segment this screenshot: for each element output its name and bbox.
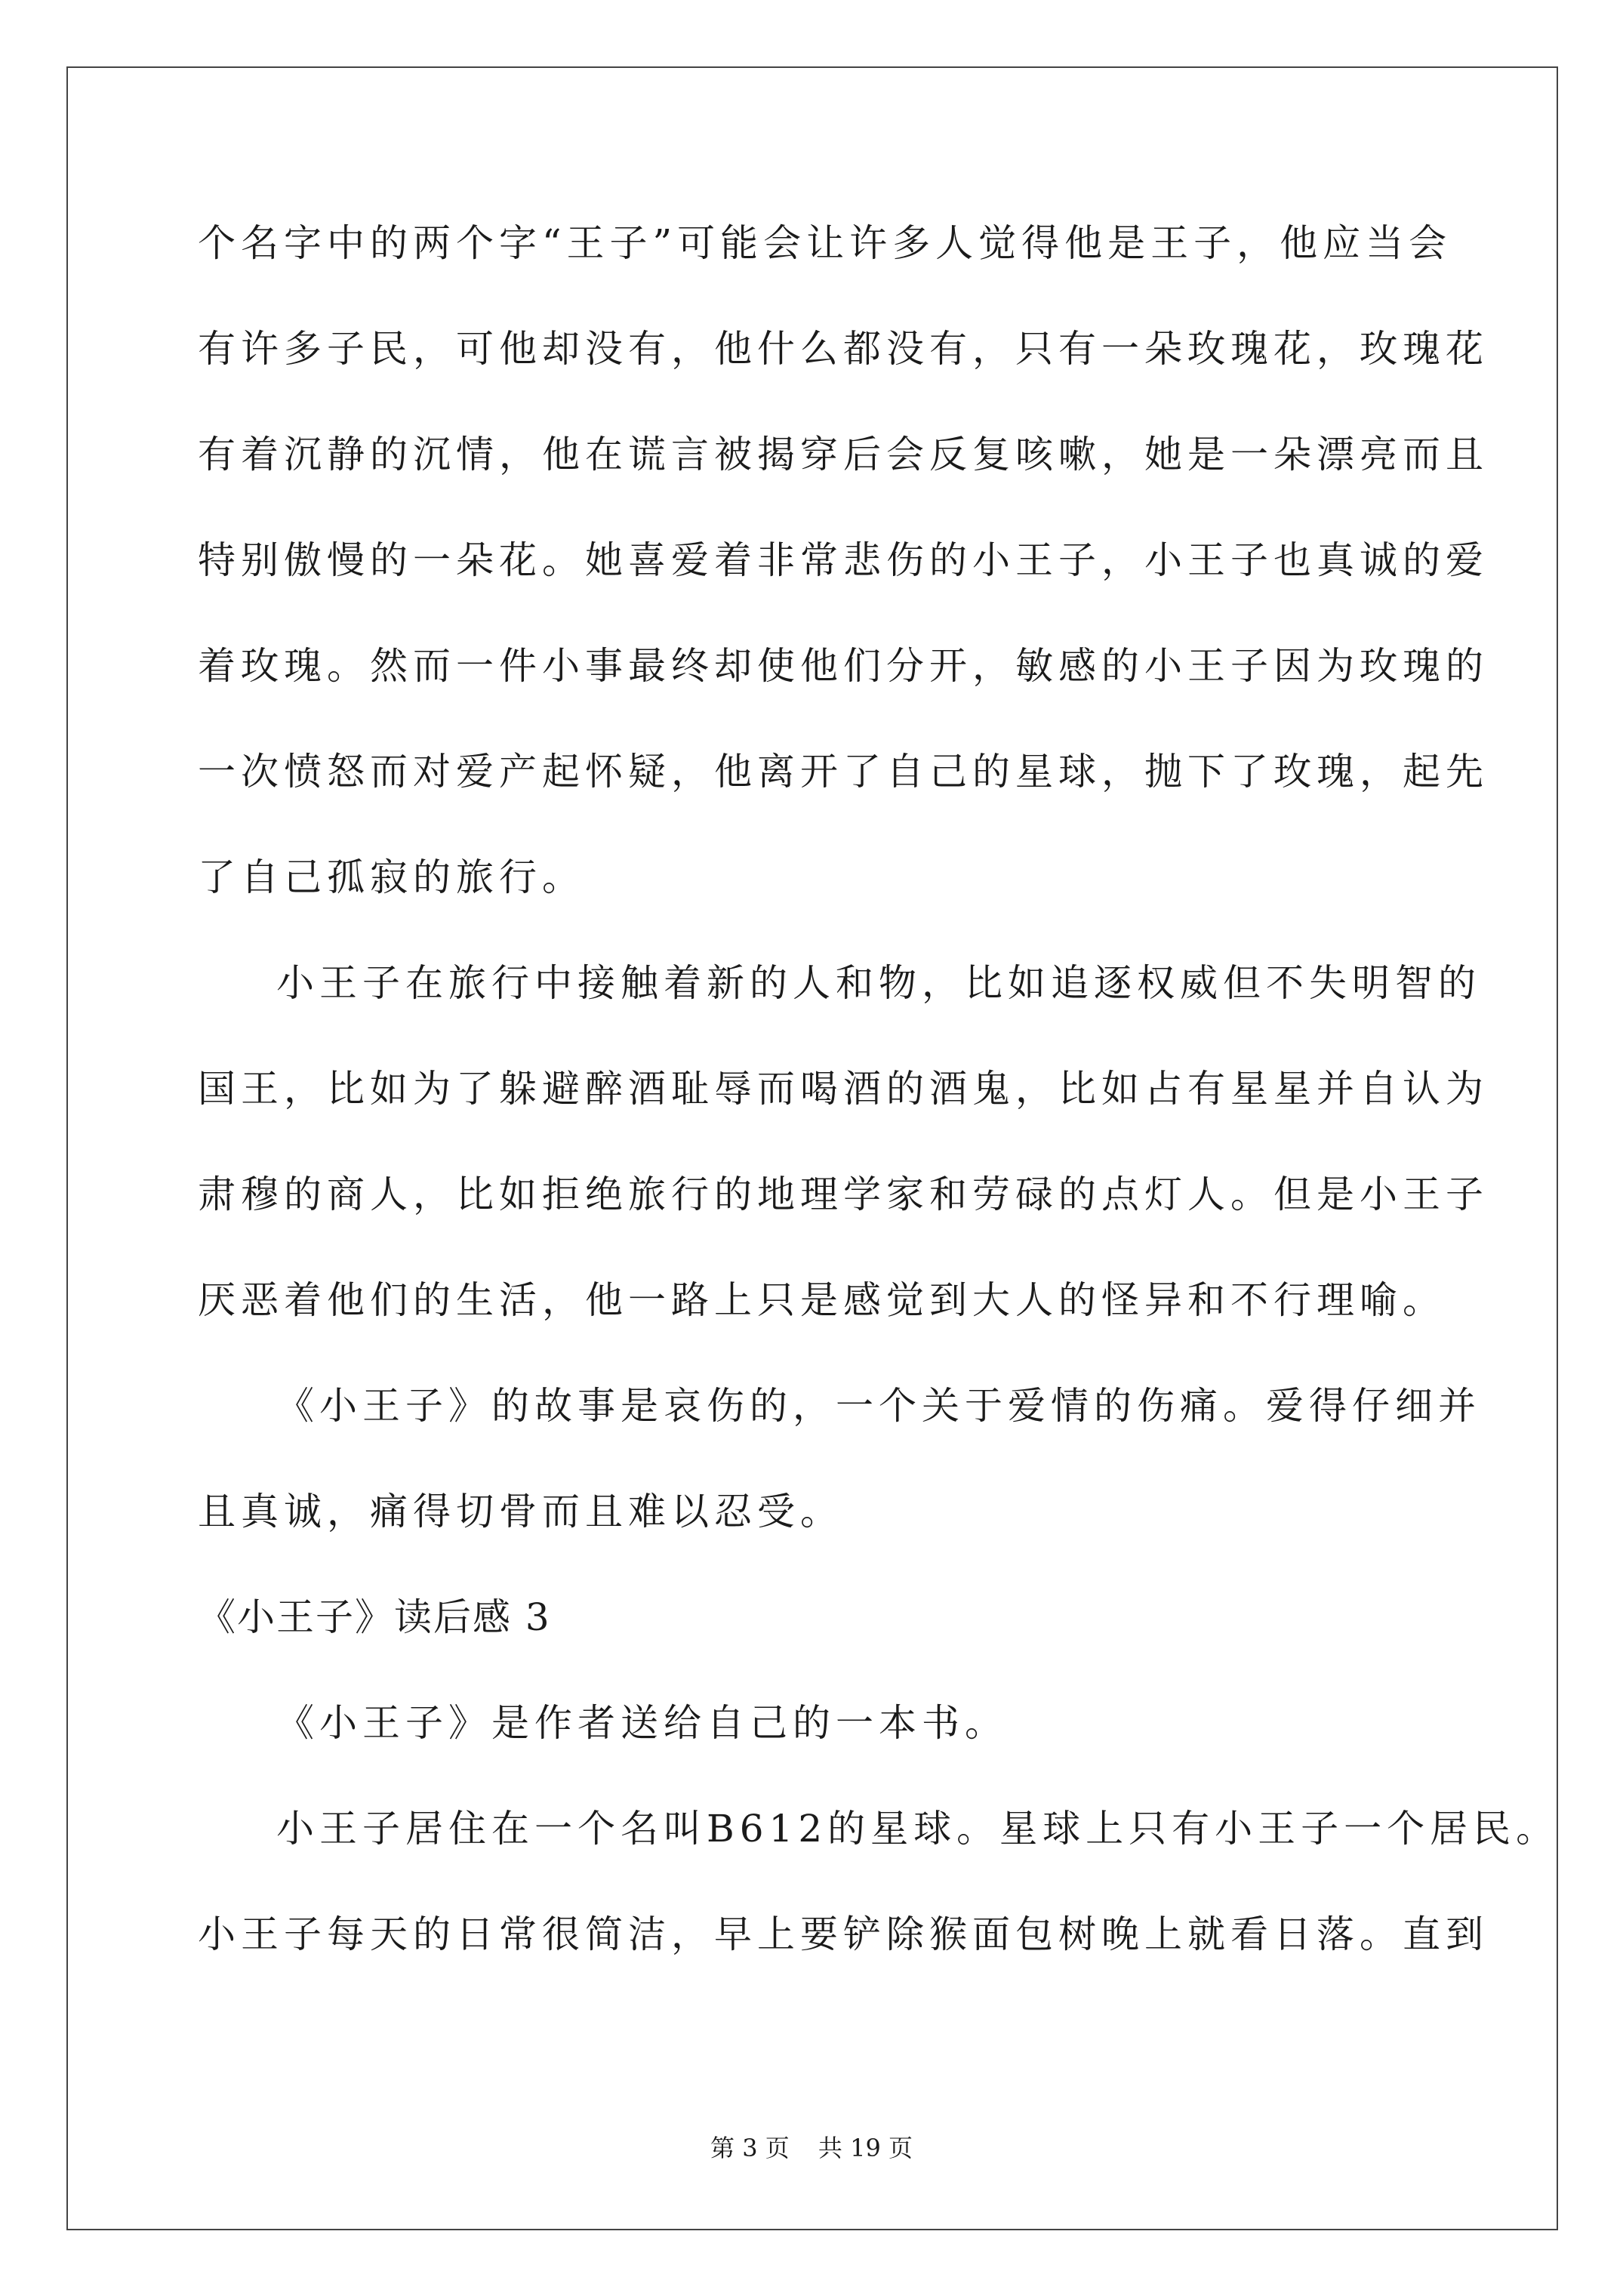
total-pages: 共 19 页 — [818, 2134, 913, 2162]
page-border — [66, 66, 1558, 2230]
paragraph-line: 厌恶着他们的生活，他一路上只是感觉到大人的怪异和不行理喻。 — [198, 1278, 1446, 1322]
paragraph-line: 小王子在旅行中接触着新的人和物，比如追逐权威但不失明智的 — [276, 961, 1481, 1005]
page-number: 第 3 页 — [710, 2134, 790, 2162]
page-footer — [0, 2131, 1623, 2165]
paragraph-line: 特别傲慢的一朵花。她喜爱着非常悲伤的小王子，小王子也真诚的爱 — [198, 538, 1489, 582]
paragraph-line: 着玫瑰。然而一件小事最终却使他们分开，敏感的小王子因为玫瑰的 — [198, 644, 1489, 688]
paragraph-line: 国王，比如为了躲避醉酒耻辱而喝酒的酒鬼，比如占有星星并自认为 — [198, 1067, 1489, 1111]
paragraph-line: 有许多子民，可他却没有，他什么都没有，只有一朵玫瑰花，玫瑰花 — [198, 327, 1489, 371]
paragraph-line: 小王子居住在一个名叫B612的星球。星球上只有小王子一个居民。 — [276, 1807, 1560, 1851]
paragraph-line: 小王子每天的日常很简洁，早上要铲除猴面包树晚上就看日落。直到 — [198, 1912, 1489, 1956]
paragraph-line: 个名字中的两个字“王子”可能会让许多人觉得他是王子，他应当会 — [198, 221, 1452, 265]
paragraph-line: 一次愤怒而对爱产起怀疑，他离开了自己的星球，抛下了玫瑰，起先 — [198, 750, 1489, 794]
paragraph-line: 肃穆的商人，比如拒绝旅行的地理学家和劳碌的点灯人。但是小王子 — [198, 1173, 1489, 1216]
paragraph-line: 《小王子》的故事是哀伤的，一个关于爱情的伤痛。爱得仔细并 — [276, 1384, 1481, 1428]
section-heading: 《小王子》读后感 3 — [198, 1595, 551, 1639]
paragraph-line: 《小王子》是作者送给自己的一本书。 — [276, 1701, 1008, 1745]
paragraph-line: 且真诚，痛得切骨而且难以忍受。 — [198, 1490, 843, 1533]
paragraph-line: 有着沉静的沉情，他在谎言被揭穿后会反复咳嗽，她是一朵漂亮而且 — [198, 433, 1489, 476]
paragraph-line: 了自己孤寂的旅行。 — [198, 855, 585, 899]
